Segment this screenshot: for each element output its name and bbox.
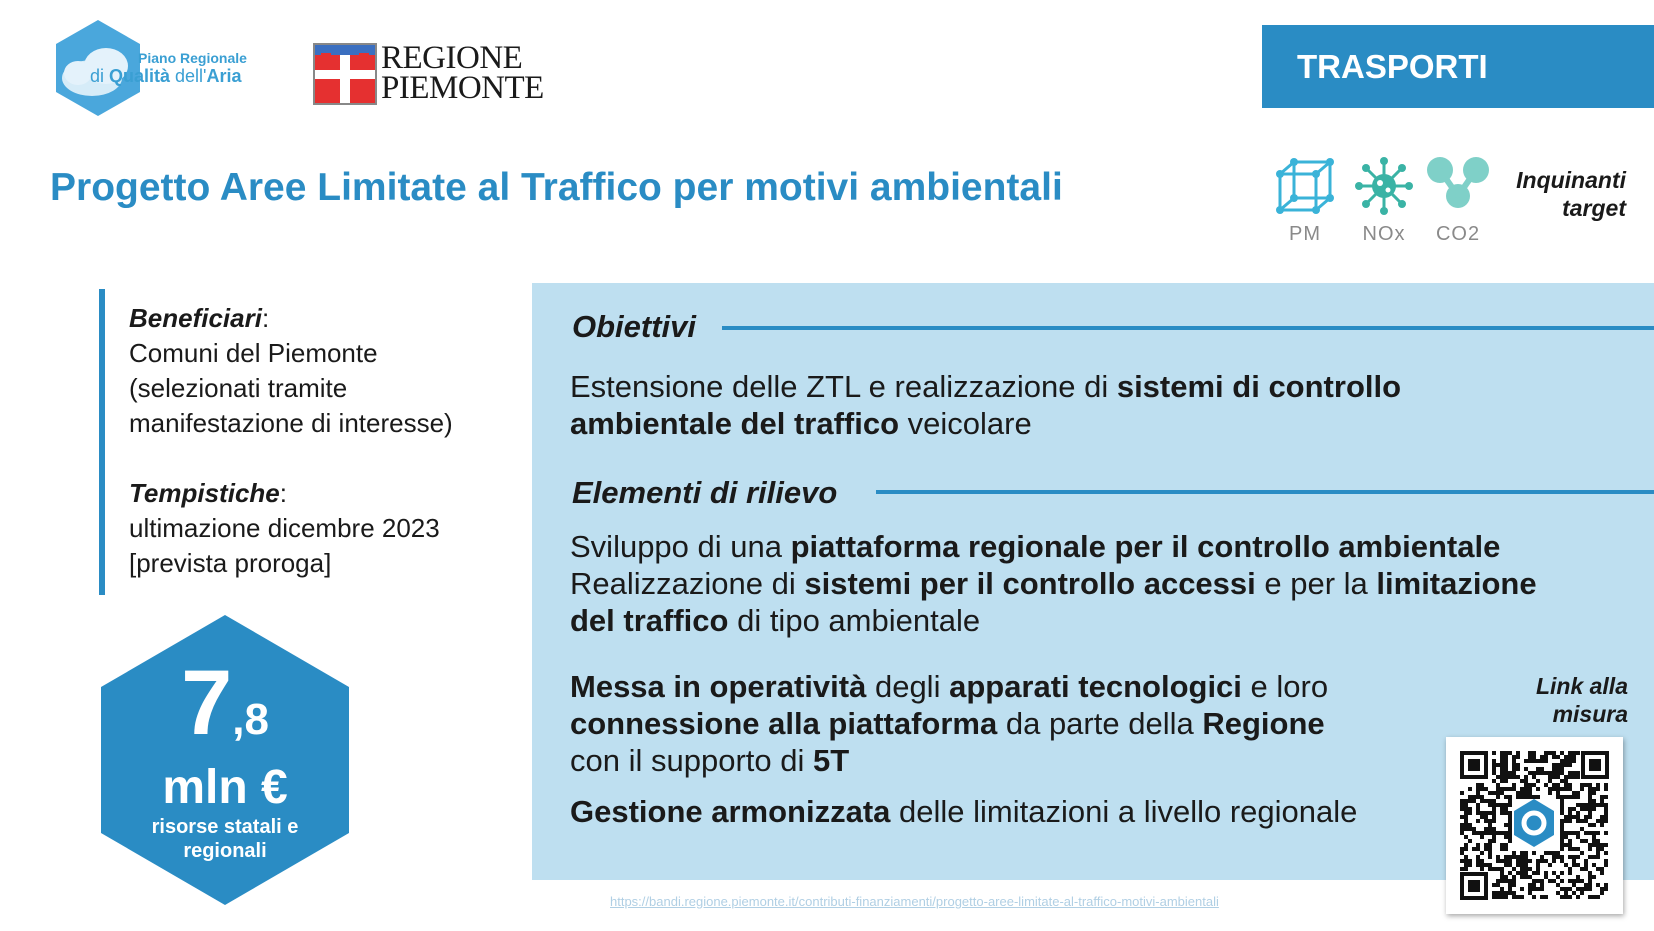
pollutant-label: CO2 (1435, 223, 1481, 245)
tempistiche-line: ultimazione dicembre 2023 (129, 513, 440, 543)
pollutant-label: PM (1289, 223, 1321, 245)
operativita-text: Messa in operatività degli apparati tecnologici e loro connessione alla piattaforma da parte della Regione con il supporto di 5T (570, 669, 1329, 778)
page-title: Progetto Aree Limitate al Traffico per motivi ambientali (50, 166, 1063, 209)
measure-link[interactable]: https://bandi.regione.piemonte.it/contributi-finanziamenti/progetto-aree-limitate-al-traffico-motivi-ambientali (610, 894, 1219, 909)
elementi-heading: Elementi di rilievo (572, 475, 838, 510)
left-info: Beneficiari: Comuni del Piemonte (selezionati tramite manifestazione di interesse) Tempistiche: ultimazione dicembre 2023 [prevista proroga] (129, 301, 509, 581)
beneficiari-heading: Beneficiari (129, 303, 262, 333)
pollutant-co2 (1423, 156, 1493, 246)
left-accent-bar (99, 289, 105, 595)
tempistiche-heading: Tempistiche (129, 478, 280, 508)
beneficiari-line: (selezionati tramite (129, 373, 348, 403)
pra-logo-line2: di Qualità dell'Aria (90, 66, 242, 86)
funding-badge (101, 615, 349, 905)
obiettivi-heading: Obiettivi (572, 309, 697, 344)
tempistiche-line: [prevista proroga] (129, 548, 332, 578)
obiettivi-rule (722, 326, 1654, 330)
funding-desc: risorse statali e regionali (151, 816, 299, 862)
beneficiari-line: manifestazione di interesse) (129, 408, 453, 438)
pra-logo (48, 18, 278, 118)
pollutant-pm (1270, 156, 1340, 246)
nox-virus-icon (1354, 156, 1414, 216)
beneficiari-line: Comuni del Piemonte (129, 338, 378, 368)
funding-unit: mln € (162, 761, 288, 814)
co2-molecule-icon (1426, 156, 1490, 216)
qr-code-icon (1446, 737, 1623, 914)
elementi-rule (876, 490, 1654, 494)
link-label: Link alla misura (1535, 673, 1628, 727)
funding-amount: 7,8 (181, 652, 269, 754)
pm-cube-icon (1272, 156, 1338, 216)
regione-piemonte-logo (313, 40, 544, 107)
elementi-text: Sviluppo di una piattaforma regionale per il controllo ambientale Realizzazione di sistemi per il controllo accessi e per la limitazione del traffico di tipo ambientale (570, 529, 1537, 638)
pollutant-label: NOx (1362, 223, 1406, 245)
regione-shield-icon (313, 43, 377, 105)
regione-name: REGIONE PIEMONTE (381, 40, 544, 106)
pollutants-target-label: Inquinanti target (1516, 167, 1626, 221)
qr-code[interactable] (1446, 737, 1623, 914)
category-banner: TRASPORTI (1262, 25, 1654, 108)
obiettivi-text: Estensione delle ZTL e realizzazione di sistemi di controllo ambientale del traffico veicolare (570, 369, 1402, 441)
gestione-text: Gestione armonizzata delle limitazioni a livello regionale (570, 794, 1358, 829)
pra-logo-line1: Piano Regionale (138, 50, 247, 66)
pollutant-nox (1349, 156, 1419, 246)
